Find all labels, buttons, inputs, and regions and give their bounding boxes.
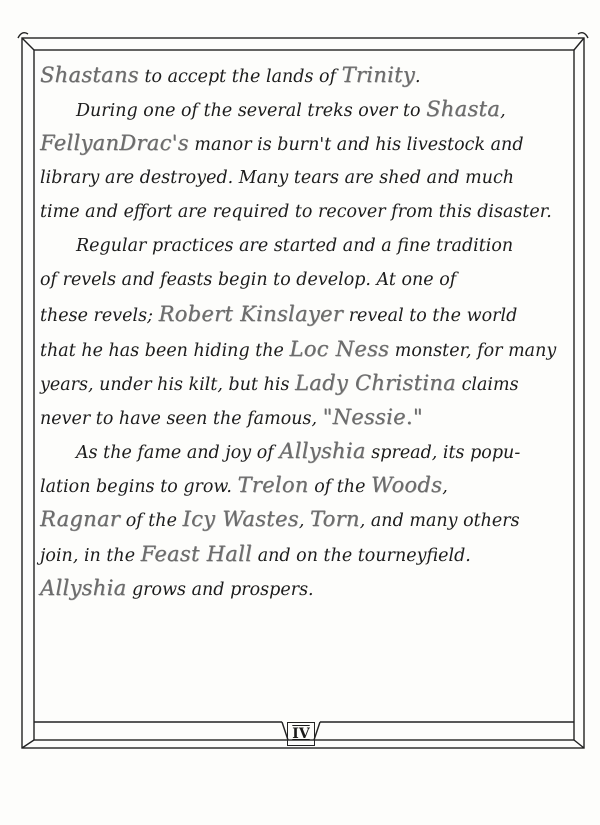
name-highlight: Loc Ness [289,336,390,361]
name-highlight: Torn [309,507,360,532]
name-highlight: Robert Kinslayer [158,302,344,327]
text-line [40,366,570,400]
text-fragment: spread, its popu- [365,443,521,464]
text-line [40,58,570,92]
text-fragment: , [500,101,506,122]
text-line [40,332,570,366]
text-line [40,468,570,502]
text-fragment: of the [120,511,183,532]
name-highlight: Woods [371,473,443,498]
name-highlight: Feast Hall [140,541,253,566]
text-fragment: lation begins to grow. [40,477,238,498]
text-fragment: During one of the several treks over to [76,101,427,122]
text-fragment: join, in the [40,545,141,566]
name-highlight: Icy Wastes [182,507,299,532]
text-fragment: of the [308,477,372,498]
text-line [40,537,570,571]
text-fragment: , and many others [359,511,520,532]
text-line [40,434,570,468]
name-highlight: Trelon [237,473,309,498]
name-highlight: "Nessie." [322,404,423,429]
name-highlight: Allyshia [40,575,127,600]
text-line [40,502,570,536]
text-fragment: to accept the lands of [138,67,342,87]
text-fragment: As the fame and joy of [76,443,280,464]
name-highlight: Lady Christina [295,370,457,395]
text-fragment: claims [456,374,519,395]
manuscript-text [40,58,570,605]
text-line [40,229,570,263]
text-line [40,571,570,605]
text-line [40,195,570,229]
text-line [40,400,570,434]
name-highlight: Ragnar [40,507,121,532]
text-line [40,161,570,195]
name-highlight: Trinity [341,63,416,87]
page-number: IV [287,722,315,746]
text-fragment: Regular practices are started and a fine tradition [76,235,514,256]
text-fragment: monster, for many [389,340,557,361]
name-highlight: Shastans [40,63,139,87]
text-line [40,92,570,126]
text-fragment: time and effort are required to recover from this disaster. [40,201,552,222]
text-fragment: . [415,67,421,87]
text-fragment: that he has been hiding the [40,340,290,361]
text-fragment: library are destroyed. Many tears are shed and much [40,167,515,188]
text-fragment: , [442,477,448,498]
text-fragment: and on the tourneyfield. [252,545,471,566]
text-fragment: grows and prospers. [126,579,314,600]
text-fragment: , [298,511,310,532]
text-line [40,297,570,331]
text-fragment: of revels and feasts begin to develop. At one of [40,270,457,291]
text-fragment: these revels; [40,306,159,327]
text-line [40,126,570,160]
text-fragment: years, under his kilt, but his [40,374,296,395]
text-line [40,263,570,297]
text-fragment: never to have seen the famous, [40,408,323,429]
name-highlight: Allyshia [279,439,366,464]
name-highlight: Shasta [426,97,501,122]
text-fragment: manor is burn't and his livestock and [188,135,524,156]
name-highlight: FellyanDrac's [40,131,189,156]
text-fragment: reveal to the world [343,306,518,327]
